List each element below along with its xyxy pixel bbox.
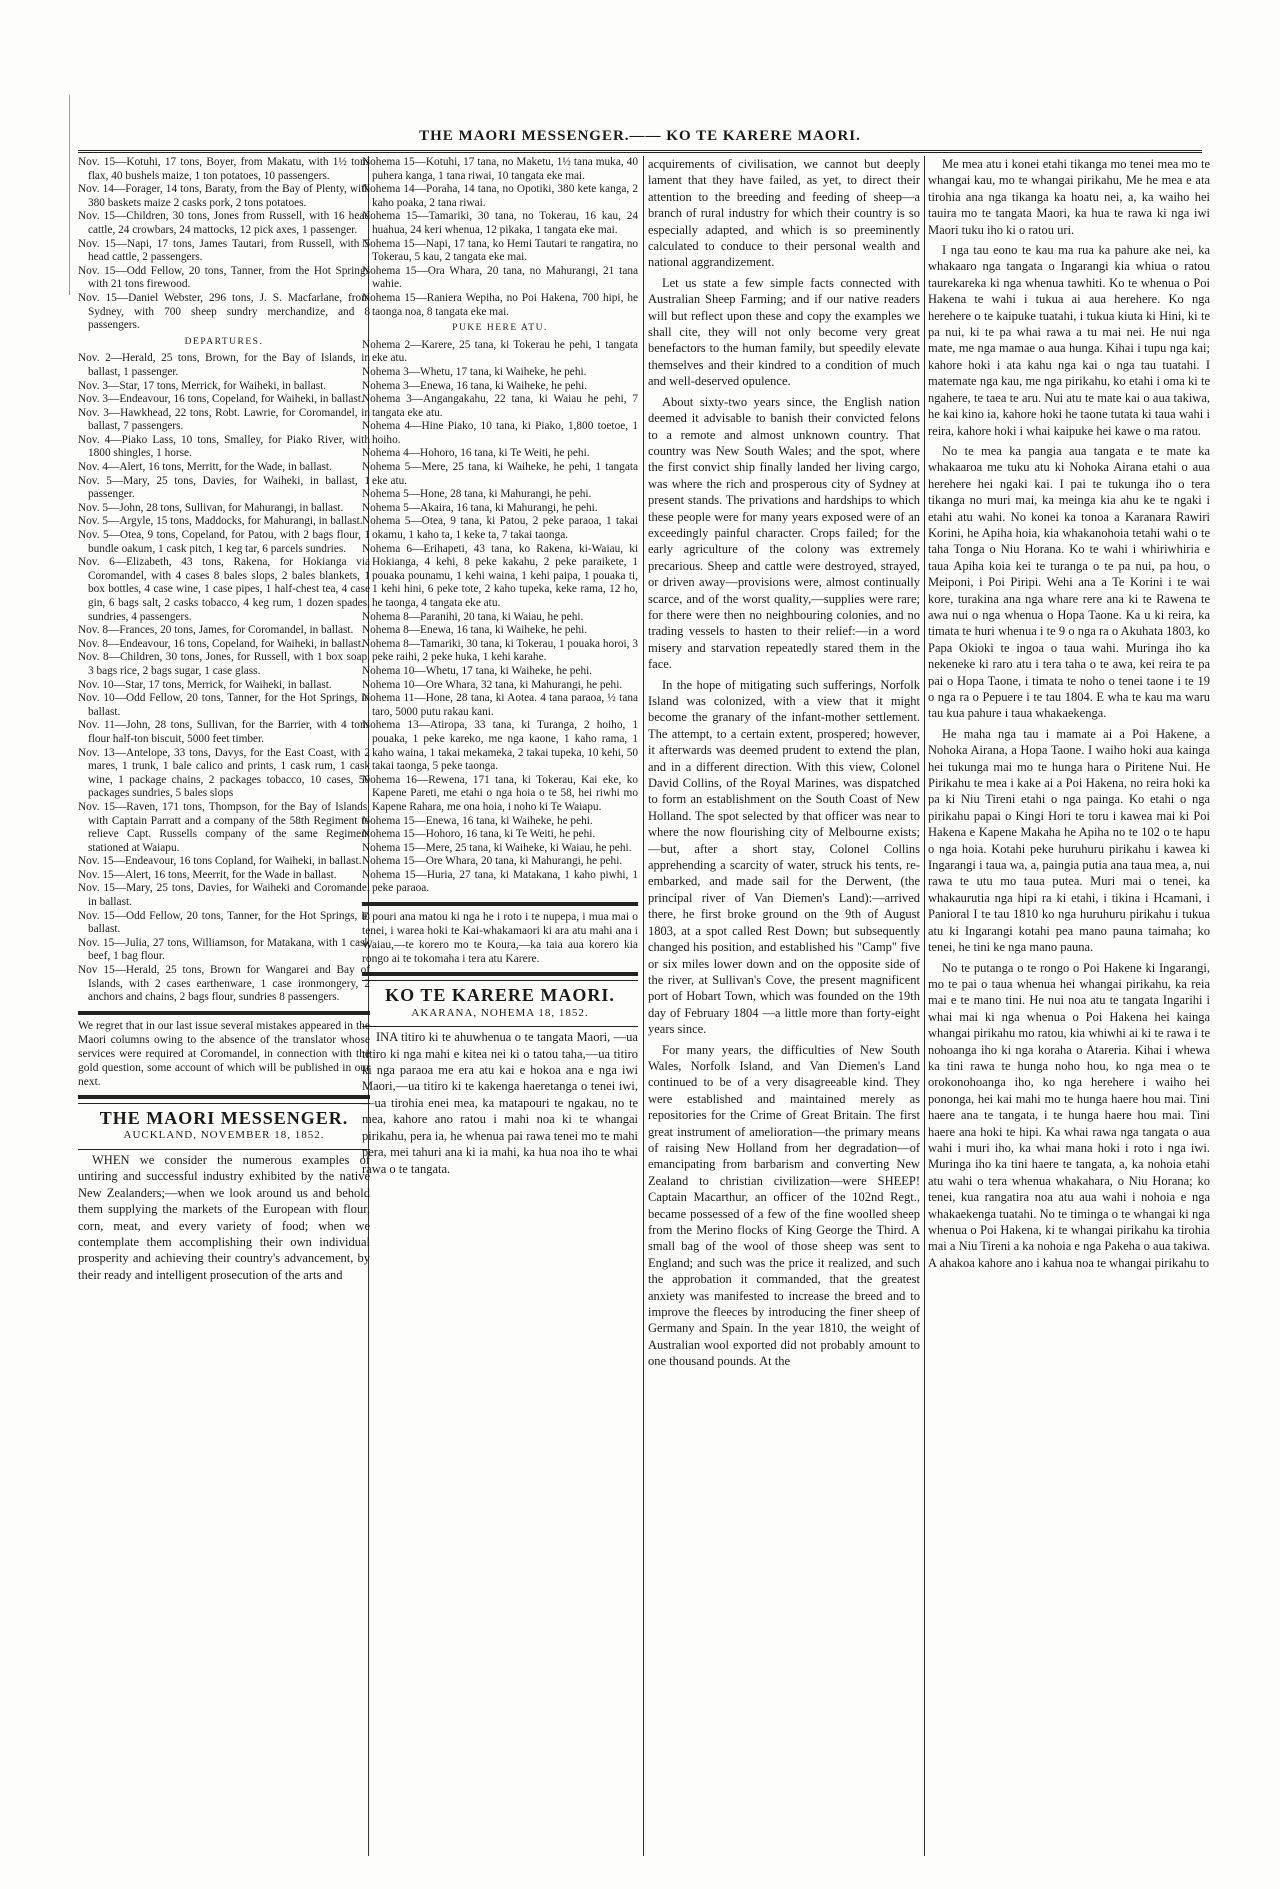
departures-heading-maori: PUKE HERE ATU. (452, 323, 548, 334)
departure-entry: Nohema 15—Hohoro, 16 tana, ki Te Weiti, he pehi. (362, 828, 596, 841)
departure-entry: Nohema 10—Ore Whara, 32 tana, ki Mahurangi, he pehi. (362, 678, 623, 691)
section-rule (78, 1149, 370, 1150)
arrivals-list (78, 156, 370, 333)
departure-entry: Nov. 4—Piako Lass, 10 tons, Smalley, for Piako River, with 1800 shingles, 1 horse. (78, 433, 370, 460)
departure-entry: Nov. 15—Raven, 171 tons, Thompson, for the Bay of Islands, with Captain Parratt and a company of the 58th Regiment to relieve Capt. Russells company of the same Regiment stationed at Waiapu. (78, 800, 370, 854)
article-paragraph: He maha nga tau i mamate ai a Poi Hakene, a Nohoka Airana, a Hopa Taone. I waiho hoki aua kainga hei tukunga mai mo te hunga hara o Piritene Nui. He Pirikahu te mea i kake ai a Poi Hakena, no reira hoki ka pa ki Niu Tireni etahi o nga painga. Ko etahi o nga pirikahu papai o Kingi Hori te toru i kawea mai ki Poi Hakena e Kapene Makaha he Apiha no te 102 o te hapu o nga hoia. Kotahi peke huruhuru pirikahu i kawea ki Ingarangi i taua wa, a, paingia putia ana taua mea, a, nui rawa te utu mo taua putea. Muri mai o tenei, ka whakaurutia nga hipi ra ki etahi, i tikina i Hcamani, i Panioral I te tau 1810 ko nga huruhuru pirikahu i tukua atu ki Ingarangi kotahi pea mano pauna taimaha; ko tenei, he tini ke nga mano pauna. (928, 726, 1210, 955)
departure-entry: Nov. 15—Odd Fellow, 20 tons, Tanner, for the Hot Springs, in ballast. (78, 909, 370, 936)
departure-entry: Nohema 15—Enewa, 16 tana, ki Waiheke, he pehi. (362, 814, 593, 827)
header-rule (78, 150, 1202, 153)
departure-entry: Nov. 5—John, 28 tons, Sullivan, for Mahurangi, in ballast. (78, 501, 344, 514)
departure-entry: Nov. 8—Endeavour, 16 tons, Copeland, for Waiheki, in ballast. (78, 637, 364, 650)
leading-article-english: WHEN we consider the numerous examples of untiring and successful industry exhibited by the native New Zealanders;—when we look around us and behold them supplying the markets of the European with flour, corn, meat, and every variety of food; when we contemplate them accomplishing their own individual prosperity and achieving their country's advancement, by their ready and intelligent prosecution of the arts and (78, 1153, 370, 1282)
arrival-entry: Nohema 15—Raniera Wepiha, no Poi Hakena, 700 hipi, he taonga noa, 8 tangata eke mai. (362, 291, 638, 318)
section-rule (362, 902, 638, 906)
errata-notice-maori: E pouri ana matou ki nga he i roto i te nupepa, i mua mai o tenei, i warea hoki te Kai-whakamaori ki ara atu mahi ana i Waiau,—te korero mo te Koura,—ka taia aua korero kia rongo ai te tokomaha i tera atu Karere. (362, 911, 638, 966)
departure-entry: Nohema 8—Tamariki, 30 tana, ki Tokerau, 1 pouaka horoi, 3 peke raihi, 2 peke huka, 1 kehi karahe. (362, 637, 638, 664)
departure-entry: Nohema 5—Otea, 9 tana, ki Patou, 2 peke paraoa, 1 takai okamu, 1 kaho ta, 1 keke ta, 7 takai taonga. (362, 515, 638, 542)
article-paragraph: For many years, the difficulties of New South Wales, Norfolk Island, and Van Diemen's Land continued to be of a very disagreeable kind. They were established and maintained merely as repositories for the Crime of Great Britain. The first great instrument of amelioration—the primary means of raising New Holland from her degradation—of emancipating from barbarism and converting New Zealand to christian civilization—were SHEEP! Captain Macarthur, an officer of the 102nd Regt., became possessed of a few of the fine woolled sheep from the Merino flocks of King George the Third. A small bag of the wool of those sheep was sent to England; and such was the price it realized, and such the approbation it commanded, that the greatest anxiety was manifested to increase the breed and to improve the fleeces by introducing the finer sheep of Germany and Spain. In the year 1810, the weight of Australian wool exported did not probably amount to one thousand pounds. At the (648, 1042, 920, 1369)
article-paragraph: acquirements of civilisation, we cannot but deeply lament that they have failed, as yet, to direct their attention to the breeding and feeding of sheep—a branch of rural industry for which their country is so especially adapted, and which is so preeminently calculated to conduce to their personal wealth and national aggrandizement. (648, 157, 920, 270)
article-paragraph: No te mea ka pangia aua tangata e te mate ka whakaaroa me tuku atu ki Nohoka Airana etahi o aua herehere hei ngaki kai. I pai te tukunga iho o tera tikanga no muri mai, ka meinga kia ahu ke te ngaki i etahi atu wahi. No konei ka tonoa a Karanara Rawiri Korini, he Apiha hoia, kia whakanohoia tetahi wahi o te taha Tonga o Niu Horana. Ko te wahi i whiriwhiria e taua Apiha koia kei te turanga o te pa nui, pa hou, o Meiponi, i Poi Piripi. Wehi ana a Te Korini i te wai kore, turakina ana nga whare rere ana ki te Rawena te awa nui o nga whenua o Hopa Taone. Ka u ki reira, ka timata te huri whenua i te 9 o nga ra o Akuhata 1803, ko Papa Okioki te ingoa o taua wahi. Muringa iho ka nekeneke ki raro atu i tera taha o te awa, kei reira te pa pai o Hopa Taone, i timata te noho o tenei taone i te 19 o nga ra o Pepuere i te tau 1804. E wha te kau ma waru tau kua pahure i taua whakaekenga. (928, 443, 1210, 721)
section-rule (78, 1095, 370, 1099)
arrival-entry: Nohema 15—Ora Whara, 20 tana, no Mahurangi, 21 tana wahie. (362, 264, 638, 291)
departure-entry: Nov. 3—Star, 17 tons, Merrick, for Waiheki, in ballast. (78, 379, 327, 392)
departure-entry: Nov. 4—Alert, 16 tons, Merritt, for the Wade, in ballast. (78, 461, 332, 474)
departure-entry: Nohema 3—Enewa, 16 tana, ki Waiheke, he pehi. (362, 379, 588, 392)
departure-entry: Nov. 6—Elizabeth, 43 tons, Rakena, for Hokianga via Coromandel, with 4 cases 8 bales slops, 2 bales blankets, 1 box bottles, 4 case wine, 1 case pipes, 1 half-chest tea, 4 case gin, 6 bags salt, 2 casks tobacco, 4 keg rum, 1 dozen spades, sundries, 4 passengers. (78, 556, 370, 623)
departure-entry: Nohema 5—Hone, 28 tana, ki Mahurangi, he pehi. (362, 488, 592, 501)
departure-entry: Nohema 3—Whetu, 17 tana, ki Waiheke, he pehi. (362, 365, 587, 378)
departures-list-maori (362, 339, 638, 896)
arrivals-list-maori (362, 156, 638, 319)
departure-entry: Nohema 15—Ore Whara, 20 tana, ki Mahurangi, he pehi. (362, 855, 623, 868)
departure-entry: Nov. 8—Children, 30 tons, Jones, for Russell, with 1 box soap, 3 bags rice, 2 bags sugar, 1 case glass. (78, 651, 370, 677)
section-rule (78, 1103, 370, 1104)
departure-entry: Nohema 10—Whetu, 17 tana, ki Waiheke, he pehi. (362, 664, 593, 677)
departure-entry: Nohema 4—Hine Piako, 10 tana, ki Piako, 1,800 toetoe, 1 hoiho. (362, 420, 638, 446)
column-english-shipping (78, 156, 370, 1856)
departure-entry: Nov. 15—Mary, 25 tons, Davies, for Waiheki and Coromandel in ballast. (78, 882, 370, 909)
leading-article-maori: INA titiro ki te ahuwhenua o te tangata Maori, —ua titiro ki nga mahi e kitea nei ki o tatou taha,—ua titiro ki nga paraoa me era atu kai e hokoa ana e nga iwi Maori,—ua titiro ki te kakenga haeretanga o tenei iwi,—ua tirohia enei mea, ka matapouri te ngakau, no te mea, kahore ano ratou i mahi noa ki te whangai pirikahu, pera ia, he whenua pai rawa tenei mo te mahi pera, mei tahuri ana ki ia mahi, ka hua noa iho te whai rawa o te tangata. (362, 1030, 638, 1176)
article-paragraph: About sixty-two years since, the English nation deemed it advisable to banish their convicted felons to a remote and almost unknown country. That country was New South Wales; and the spot, where the first convict ship finally landed her living cargo, was where the rich and prosperous city of Sydney at present stands. The privations and hardships to which these people were for many years exposed were of an exceedingly painful character. Crops failed; for the early agriculture of the colony was extremely precarious. Sheep and cattle were destroyed, strayed, or driven away—provisions were, almost continually scarce, and of the worst quality,—supplies were rare; for there were then no neighbouring colonies, and no trading vessels to hasten to their relief:—in a word misery and starvation repeatedly stared them in the face. (648, 394, 920, 672)
margin-line (69, 95, 70, 295)
article-paragraph: I nga tau eono te kau ma rua ka pahure ake nei, ka whakaaro nga tangata o Ingarangi kia whiua o ratou taurekareka ki nga whenua tawhiti. Ko te whenua o Poi Hakena te wahi i tukua ai aua herehere. Ko nga herehere o te kaipuke tuatahi, i tukua kiuta ki Hini, ki te pa nui, ki te pa whai rawa a tu mai nei. He nui nga mate, me nga mamae o aua hunga. Kihai i tupu nga kai; kahore hoki i ata kahu nga kai o nga tau tuatahi. I matemate nga kau, me nga pirikahu, ko etahi i oma ki te ngahere, te taea te aru. Nui atu te mate kai o aua takiwa, he kai kino ia, kahore hoki he taone tutata ki taua wahi i reira, kahore hoki i whai kaipuke hei kawe o ma ratou. (928, 243, 1210, 438)
departure-entry: Nov. 10—Odd Fellow, 20 tons, Tanner, for the Hot Springs, in ballast. (78, 692, 370, 718)
departure-entry: Nohema 8—Enewa, 16 tana, ki Waiheke, he pehi. (362, 624, 588, 637)
departure-entry: Nohema 15—Huria, 27 tana, ki Matakana, 1 kaho piwhi, 1 peke paraoa. (362, 868, 638, 895)
departure-entry: Nov. 15—Endeavour, 16 tons Copland, for Waiheki, in ballast. (78, 855, 362, 868)
departure-entry: Nohema 11—Hone, 28 tana, ki Aotea. 4 tana paraoa, ½ tana taro, 5000 putu rakau kani. (362, 692, 638, 718)
arrival-entry: Nov. 15—Daniel Webster, 296 tons, J. S. Macfarlane, from Sydney, with 700 sheep sundry merchandize, and 8 passengers. (78, 291, 370, 332)
departure-entry: Nov. 13—Antelope, 33 tons, Davys, for the East Coast, with 2 mares, 1 trunk, 1 bale calico and prints, 1 cask rum, 1 cask wine, 1 package chains, 2 packages tobacco, 10 cases, 50 packages sundries, 5 bales slops (78, 746, 370, 800)
section-rule (362, 980, 638, 981)
masthead-maori: KO TE KARERE MAORI. (385, 985, 615, 1006)
running-head: THE MAORI MESSENGER.—— KO TE KARERE MAORI. (419, 128, 861, 144)
arrival-entry: Nohema 15—Kotuhi, 17 tana, no Maketu, 1½ tana muka, 40 puhera kanga, 1 tana riwai, 10 tangata eke mai. (362, 156, 638, 182)
section-rule (362, 972, 638, 976)
departure-entry: Nov 15—Herald, 25 tons, Brown for Wangarei and Bay of Islands, with 2 cases earthenware, 1 case ironmongery, 2 anchors and chains, 2 bags flour, sundries 8 passengers. (78, 964, 370, 1004)
column-rule (643, 156, 644, 1856)
section-rule (362, 1026, 638, 1027)
article-paragraph: In the hope of mitigating such sufferings, Norfolk Island was colonized, with a view that it might become the granary of the infant-mother settlement. The attempt, to a certain extent, prospered; however, it afterwards was deemed prudent to extend the plan, and in a different direction. With this view, Colonel David Collins, of the Royal Marines, was dispatched to form an establishment on the South Coast of New Holland. The spot selected by that officer was near to where the now flourishing city of Melbourne exists;—but, after a short stay, Colonel Collins apprehending a scarcity of water, struck his tents, re-embarked, and made sail for the Derwent, (the principal river of Van Diemen's Land):—arrived there, he first broke ground on the 9th of August 1803, at a spot called Rest Down; but subsequently changed his position, and established his "Camp" five or six miles lower down and on the opposite side of the river, at Sullivan's Cove, the present magnificent port of Hobart Town, which was founded on the 19th day of February 1804 —a little more than forty-eight years since. (648, 677, 920, 1037)
departure-entry: Nohema 3—Angangakahu, 22 tana, ki Waiau he pehi, 7 tangata eke atu. (362, 393, 638, 419)
departure-entry: Nohema 13—Atiropa, 33 tana, ki Turanga, 2 hoiho, 1 pouaka, 1 peke kareko, me nga kaone, 1 kaho rama, 1 kaho waina, 1 takai mekameka, 2 takai tupeka, 10 kehi, 50 takai taonga, 5 peke taonga. (362, 719, 638, 773)
errata-notice: We regret that in our last issue several mistakes appeared in the Maori columns owing to the absence of the translator whose services were required at Coromandel, in connection with the gold question, some account of which will be published in our next. (78, 1019, 370, 1088)
arrival-entry: Nov. 15—Children, 30 tons, Jones from Russell, with 16 head cattle, 24 crowbars, 24 mattocks, 12 pick axes, 1 passenger. (78, 210, 370, 236)
arrival-entry: Nohema 15—Napi, 17 tana, ko Hemi Tautari te rangatira, no Tokerau, 5 kau, 2 tangata eke mai. (362, 237, 638, 264)
departure-entry: Nov. 10—Star, 17 tons, Merrick, for Waiheki, in ballast. (78, 678, 332, 691)
arrival-entry: Nov. 15—Odd Fellow, 20 tons, Tanner, from the Hot Springs with 21 tons firewood. (78, 264, 370, 291)
departures-list (78, 352, 370, 1005)
departure-entry: Nohema 6—Erihapeti, 43 tana, ko Rakena, ki-Waiau, ki Hokianga, 4 kehi, 8 peke kakahu, 2 peke paraikete, 1 pouaka pounamu, 1 kehi waina, 1 kehi paipa, 1 pouaka ti, 1 kehi hini, 6 peke tote, 2 kaho tupeka, keke rama, 12 ho, he taonga, 4 tangata eke atu. (362, 542, 638, 609)
departure-entry: Nohema 16—Rewena, 171 tana, ki Tokerau, Kai eke, ko Kapene Pareti, me etahi o nga hoia o te 58, hei riwhi mo Kapene Rahara, me ona hoia, i noho ki Te Waiapu. (362, 773, 638, 813)
departure-entry: Nov. 15—Julia, 27 tons, Williamson, for Matakana, with 1 cask beef, 1 bag flour. (78, 936, 370, 963)
masthead-english: THE MAORI MESSENGER. (99, 1107, 349, 1128)
departure-entry: Nov. 11—John, 28 tons, Sullivan, for the Barrier, with 4 tons flour half-ton biscuit, 5000 feet timber. (78, 719, 370, 745)
column-maori-shipping (362, 156, 638, 1856)
departure-entry: Nohema 15—Mere, 25 tana, ki Waiheke, ki Waiau, he pehi. (362, 841, 632, 854)
departure-entry: Nov. 5—Argyle, 15 tons, Maddocks, for Mahurangi, in ballast. (78, 515, 363, 528)
dateline-maori: AKARANA, NOHEMA 18, 1852. (411, 1006, 589, 1019)
dateline-english: AUCKLAND, NOVEMBER 18, 1852. (123, 1129, 325, 1142)
departure-entry: Nohema 2—Karere, 25 tana, ki Tokerau he pehi, 1 tangata eke atu. (362, 338, 638, 365)
column-rule (924, 156, 925, 1856)
departure-entry: Nohema 5—Akaira, 16 tana, ki Mahurangi, he pehi. (362, 501, 598, 514)
departure-entry: Nov. 8—Frances, 20 tons, James, for Coromandel, in ballast. (78, 624, 354, 637)
departure-entry: Nov. 3—Endeavour, 16 tons, Copeland, for Waiheki, in ballast. (78, 393, 364, 406)
article-paragraph: Me mea atu i konei etahi tikanga mo tenei mea mo te whangai kau, mo te whangai pirikahu, Me he mea e ata tirohia ana nga tikanga ka hoatu nei, a, ka waiho hei tauira mo te tangata Maori, ka hua te rawa ki nga iwi Maori tuku iho ki o ratou uri. (928, 157, 1210, 237)
arrival-entry: Nov. 14—Forager, 14 tons, Baraty, from the Bay of Plenty, with 380 baskets maize 2 casks pork, 2 tons potatoes. (78, 183, 370, 209)
departures-heading: DEPARTURES. (184, 336, 264, 347)
arrival-entry: Nohema 14—Poraha, 14 tana, no Opotiki, 380 kete kanga, 2 kaho poaka, 2 tana riwai. (362, 183, 638, 209)
departure-entry: Nov. 2—Herald, 25 tons, Brown, for the Bay of Islands, in ballast, 1 passenger. (78, 352, 370, 378)
departure-entry: Nohema 4—Hohoro, 16 tana, ki Te Weiti, he pehi. (362, 447, 590, 460)
departure-entry: Nohema 5—Mere, 25 tana, ki Waiheke, he pehi, 1 tangata eke atu. (362, 461, 638, 487)
departure-entry: Nov. 5—Mary, 25 tons, Davies, for Waiheki, in ballast, 1 passenger. (78, 474, 370, 501)
departure-entry: Nov. 3—Hawkhead, 22 tons, Robt. Lawrie, for Coromandel, in ballast, 7 passengers. (78, 406, 370, 433)
column-english-article (648, 156, 920, 1866)
column-maori-article (928, 156, 1210, 1866)
arrival-entry: Nov. 15—Napi, 17 tons, James Tautari, from Russell, with 5 head cattle, 2 passengers. (78, 237, 370, 264)
arrival-entry: Nohema 15—Tamariki, 30 tana, no Tokerau, 16 kau, 24 huahua, 24 keri whenua, 12 pikaka, 1 tangata eke mai. (362, 210, 638, 236)
departure-entry: Nohema 8—Paranihi, 20 tana, ki Waiau, he pehi. (362, 610, 584, 623)
arrival-entry: Nov. 15—Kotuhi, 17 tons, Boyer, from Makatu, with 1½ tons flax, 40 bushels maize, 1 ton potatoes, 10 passengers. (78, 156, 370, 182)
departure-entry: Nov. 15—Alert, 16 tons, Meerrit, for the Wade in ballast. (78, 868, 337, 881)
departure-entry: Nov. 5—Otea, 9 tons, Copeland, for Patou, with 2 bags flour, 1 bundle oakum, 1 cask pitch, 1 keg tar, 6 parcels sundries. (78, 529, 370, 555)
section-rule (78, 1011, 370, 1015)
article-paragraph: Let us state a few simple facts connected with Australian Sheep Farming; and if our native readers will but reflect upon these and copy the examples we shall cite, they will not only become very great benefactors to the human family, but speedily elevate themselves and their kindred to a condition of much and well-deserved opulence. (648, 275, 920, 389)
article-paragraph: No te putanga o te rongo o Poi Hakene ki Ingarangi, mo te pai o taua whenua hei whangai pirikahu, ka reia mai e te mano tini. He nui noa atu te tangata Ingarihi i whai mai ki nga whenua o Poi Hakena hei kainga whangai pirikahu mo ratou, kia whiwhi ai ki te rawa i te nohoanga iho ki nga koraha o Atareria. Kihai i whewa ka tini rawa te hunga noho hou, ko nga mea o te orokonohoanga iho, ko nga herehere i waiho hei pononga, hei kai mahi mo te hunga haere hou mai. Tini haere ana te tangata, i te hunga haere hou mai. Tini haere ana hoki te hipi. Ka whai rawa nga tangata o aua wahi i muri iho, ka whai mana hoki i roto i nga iwi. Muringa iho ka tini haere te tangata, a, ka nohoia etahi atu wahi o tera whenua whakahara, o Niu Horana; ko tenei, kua rangatira noa atu aua wahi i nohoia e nga whakaekenga tuatahi. No te timinga o te whangai ki nga whenua o Poi Hakena, ki te whangai pirikahu ka tirohia mai a Niu Tireni a ka nohoia e nga Pakeha o aua takiwa. A ahakoa kahore ano i kahua noa te whangai pirikahu to (928, 960, 1210, 1270)
